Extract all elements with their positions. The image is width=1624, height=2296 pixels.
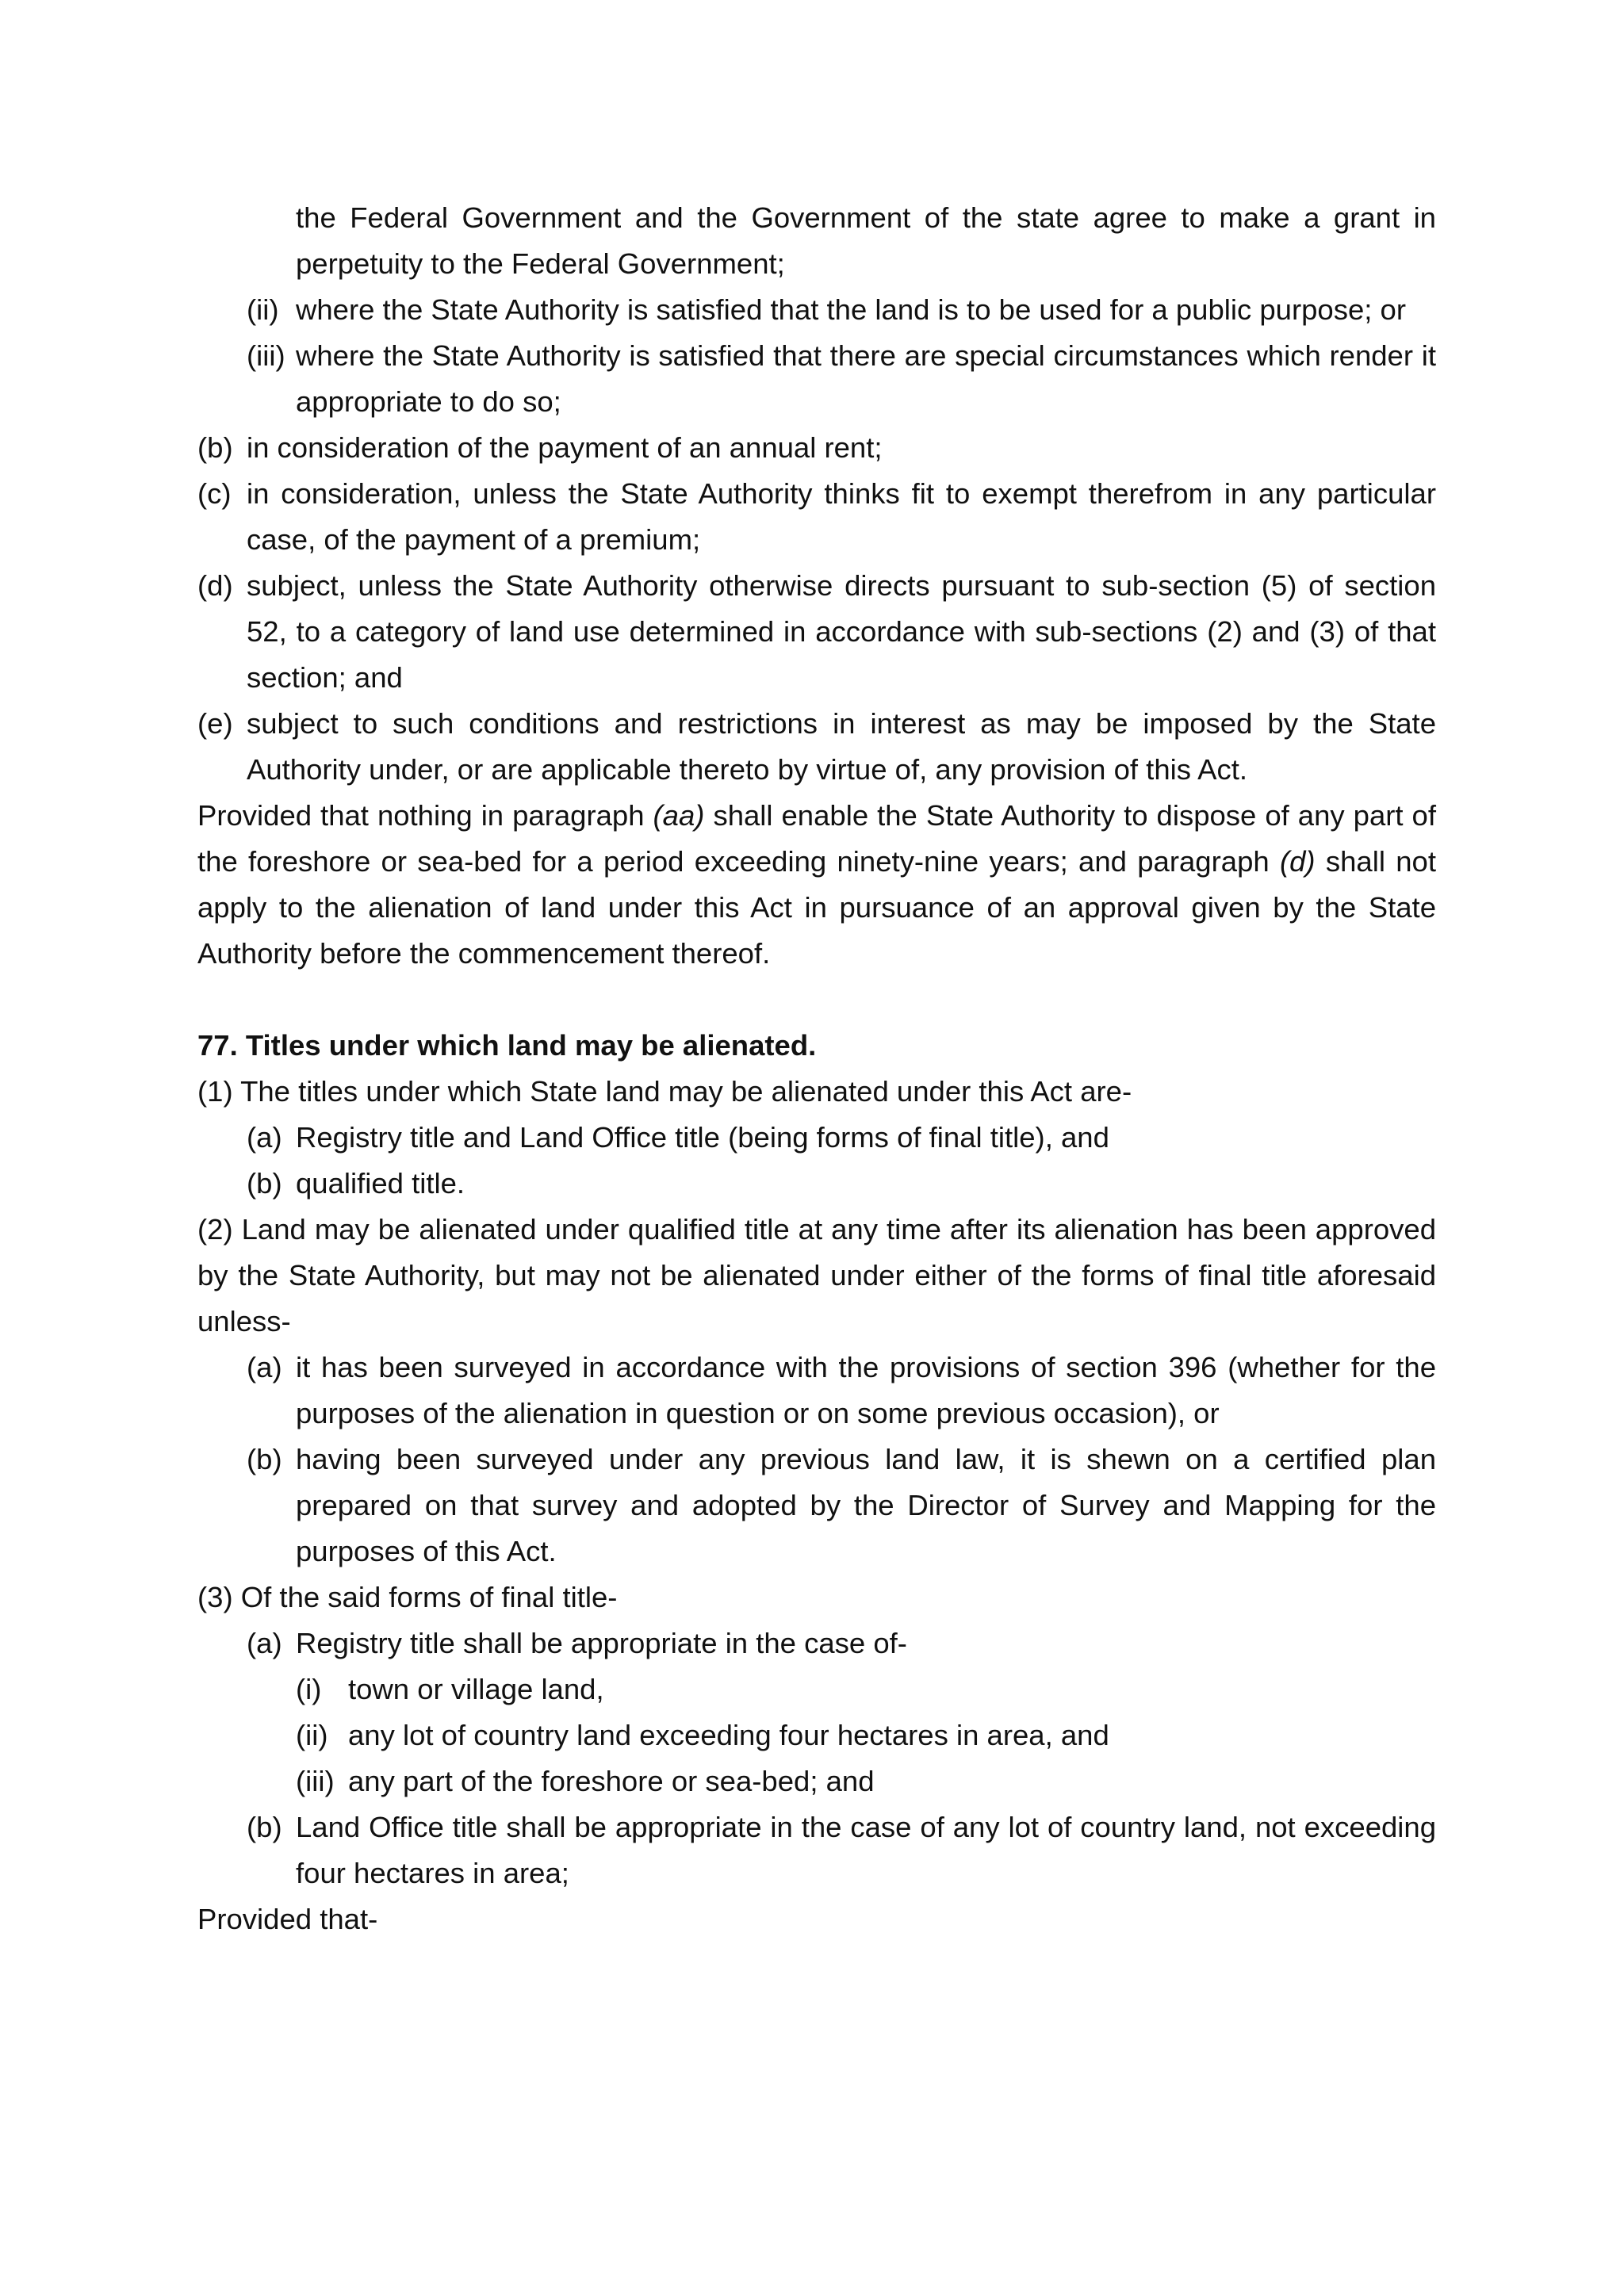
list-item-label: (c)	[197, 477, 232, 510]
list-item-e	[197, 701, 1436, 793]
list-item-c	[197, 471, 1436, 563]
proviso-text-1: Provided that nothing in paragraph	[197, 799, 653, 832]
subsection-1-item-a	[197, 1115, 1436, 1161]
subsection-3-subitem-i	[197, 1667, 1436, 1712]
subsection-2-item-a	[197, 1345, 1436, 1437]
list-item-label: (e)	[197, 707, 233, 740]
subsection-3-item-b	[197, 1804, 1436, 1896]
list-item-d	[197, 563, 1436, 701]
sub-item-text: town or village land,	[348, 1673, 604, 1705]
sub-item-text: any part of the foreshore or sea-bed; and	[348, 1765, 875, 1797]
sub-item-text: where the State Authority is satisfied that there are special circumstances which render it appropriate to do so;	[296, 339, 1436, 418]
list-item-text: having been surveyed under any previous land law, it is shewn on a certified plan prepared on that survey and adopted by the Director of Survey and Mapping for the purposes of this Act.	[296, 1443, 1436, 1567]
proviso-text-3: shall not apply to the alienation of land under this Act in pursuance of an approval given by the State Authority before the commencement thereof.	[197, 845, 1436, 970]
subsection-2-item-b	[197, 1437, 1436, 1575]
proviso-ref-aa: (aa)	[653, 799, 705, 832]
sub-item-label: (ii)	[296, 1719, 328, 1751]
list-item-text: Registry title shall be appropriate in the case of-	[296, 1627, 907, 1659]
list-item-label: (b)	[247, 1443, 282, 1475]
subsection-3-item-a	[197, 1621, 1436, 1667]
list-item-text: Land Office title shall be appropriate in the case of any lot of country land, not exceeding four hectares in area;	[296, 1811, 1436, 1889]
subsection-1-intro: (1) The titles under which State land may be alienated under this Act are-	[197, 1075, 1132, 1108]
list-item-label: (a)	[247, 1121, 282, 1154]
list-item-text: in consideration of the payment of an annual rent;	[247, 431, 883, 464]
proviso-paragraph	[197, 793, 1436, 977]
subsection-3-subitem-iii	[197, 1758, 1436, 1804]
sub-item-text: where the State Authority is satisfied that the land is to be used for a public purpose; or	[296, 293, 1406, 326]
sub-item-label: (iii)	[296, 1765, 335, 1797]
document-page	[197, 195, 1436, 1942]
list-item-label: (d)	[197, 569, 233, 602]
section-spacer	[197, 977, 1436, 1023]
sub-item-text: any lot of country land exceeding four hectares in area, and	[348, 1719, 1109, 1751]
proviso-text-2: shall enable the State Authority to dispose of any part of the foreshore or sea-bed for a period exceeding ninety-nine years; and paragraph	[197, 799, 1436, 878]
list-item-text: subject, unless the State Authority otherwise directs pursuant to sub-section (5) of section 52, to a category of land use determined in accordance with sub-sections (2) and (3) of that section; and	[247, 569, 1436, 694]
continuation-text: the Federal Government and the Government of the state agree to make a grant in perpetuity to the Federal Government;	[296, 201, 1436, 280]
sub-item-label: (ii)	[247, 293, 279, 326]
sub-item-label: (i)	[296, 1673, 322, 1705]
list-item-text: Registry title and Land Office title (being forms of final title), and	[296, 1121, 1109, 1154]
subsection-1-item-b	[197, 1161, 1436, 1207]
list-item-text: it has been surveyed in accordance with the provisions of section 396 (whether for the purposes of the alienation in question or on some previous occasion), or	[296, 1351, 1436, 1429]
subsection-3-intro: (3) Of the said forms of final title-	[197, 1581, 618, 1613]
continuation-paragraph	[197, 195, 1436, 287]
list-item-label: (a)	[247, 1627, 282, 1659]
list-item-label: (a)	[247, 1351, 282, 1383]
list-item-b	[197, 425, 1436, 471]
closing-proviso: Provided that-	[197, 1903, 378, 1935]
list-item-label: (b)	[247, 1811, 282, 1843]
list-item-label: (b)	[247, 1167, 282, 1200]
section-heading: 77. Titles under which land may be alienated.	[197, 1029, 817, 1062]
sub-item-iii	[197, 333, 1436, 425]
subsection-3-subitem-ii	[197, 1712, 1436, 1758]
subsection-2-intro: (2) Land may be alienated under qualified title at any time after its alienation has been approved by the State Authority, but may not be alienated under either of the forms of final title aforesaid unless-	[197, 1213, 1436, 1337]
list-item-text: subject to such conditions and restrictions in interest as may be imposed by the State Authority under, or are applicable thereto by virtue of, any provision of this Act.	[247, 707, 1436, 786]
sub-item-label: (iii)	[247, 339, 285, 372]
list-item-label: (b)	[197, 431, 233, 464]
list-item-text: in consideration, unless the State Authority thinks fit to exempt therefrom in any particular case, of the payment of a premium;	[247, 477, 1436, 556]
list-item-text: qualified title.	[296, 1167, 465, 1200]
sub-item-ii	[197, 287, 1436, 333]
proviso-ref-d: (d)	[1279, 845, 1316, 878]
